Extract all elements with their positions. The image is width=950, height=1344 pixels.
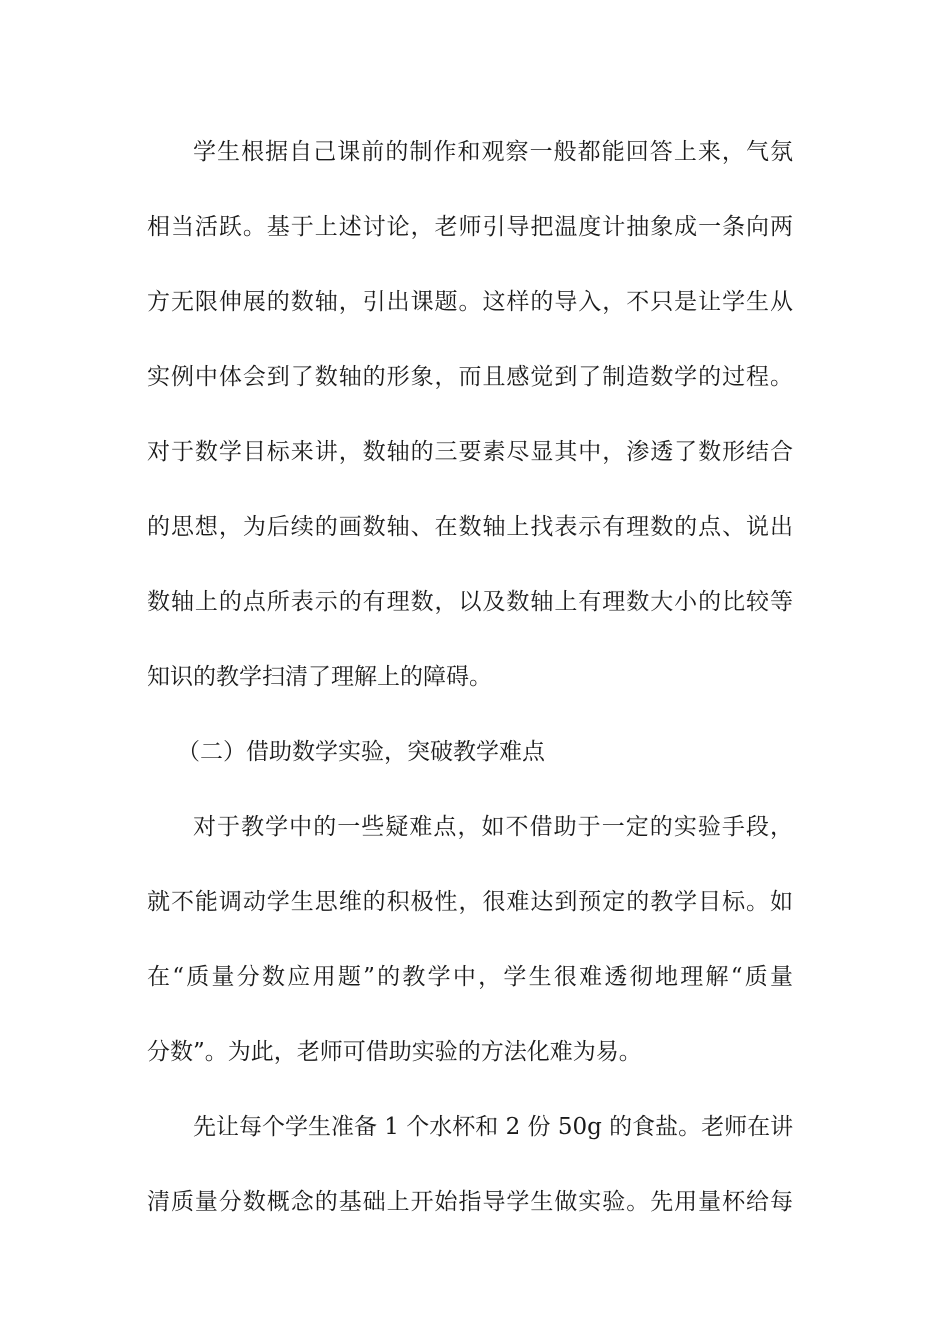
paragraph-line: 数轴上的点所表示的有理数，以及数轴上有理数大小的比较等 xyxy=(147,589,793,615)
paragraph-line: 对于教学中的一些疑难点，如不借助于一定的实验手段， xyxy=(193,814,793,840)
paragraph-line: 知识的教学扫清了理解上的障碍。 xyxy=(147,664,492,690)
paragraph-line: 相当活跃。基于上述讨论，老师引导把温度计抽象成一条向两 xyxy=(147,214,793,240)
paragraph-line: 的思想，为后续的画数轴、在数轴上找表示有理数的点、说出 xyxy=(147,514,793,540)
section-heading: （二）借助数学实验，突破教学难点 xyxy=(177,739,545,765)
paragraph-line: 对于数学目标来讲，数轴的三要素尽显其中，渗透了数形结合 xyxy=(147,439,793,465)
paragraph-line: 实例中体会到了数轴的形象，而且感觉到了制造数学的过程。 xyxy=(147,364,793,390)
paragraph-line: 在“质量分数应用题”的教学中，学生很难透彻地理解“质量 xyxy=(147,964,793,990)
paragraph-line: 先让每个学生准备 1 个水杯和 2 份 50g 的食盐。老师在讲 xyxy=(193,1114,794,1140)
paragraph-line: 清质量分数概念的基础上开始指导学生做实验。先用量杯给每 xyxy=(147,1189,793,1215)
paragraph-line: 分数”。为此，老师可借助实验的方法化难为易。 xyxy=(147,1039,642,1065)
paragraph-line: 学生根据自己课前的制作和观察一般都能回答上来，气氛 xyxy=(193,139,793,165)
paragraph-line: 就不能调动学生思维的积极性，很难达到预定的教学目标。如 xyxy=(147,889,793,915)
paragraph-line: 方无限伸展的数轴，引出课题。这样的导入，不只是让学生从 xyxy=(147,289,793,315)
